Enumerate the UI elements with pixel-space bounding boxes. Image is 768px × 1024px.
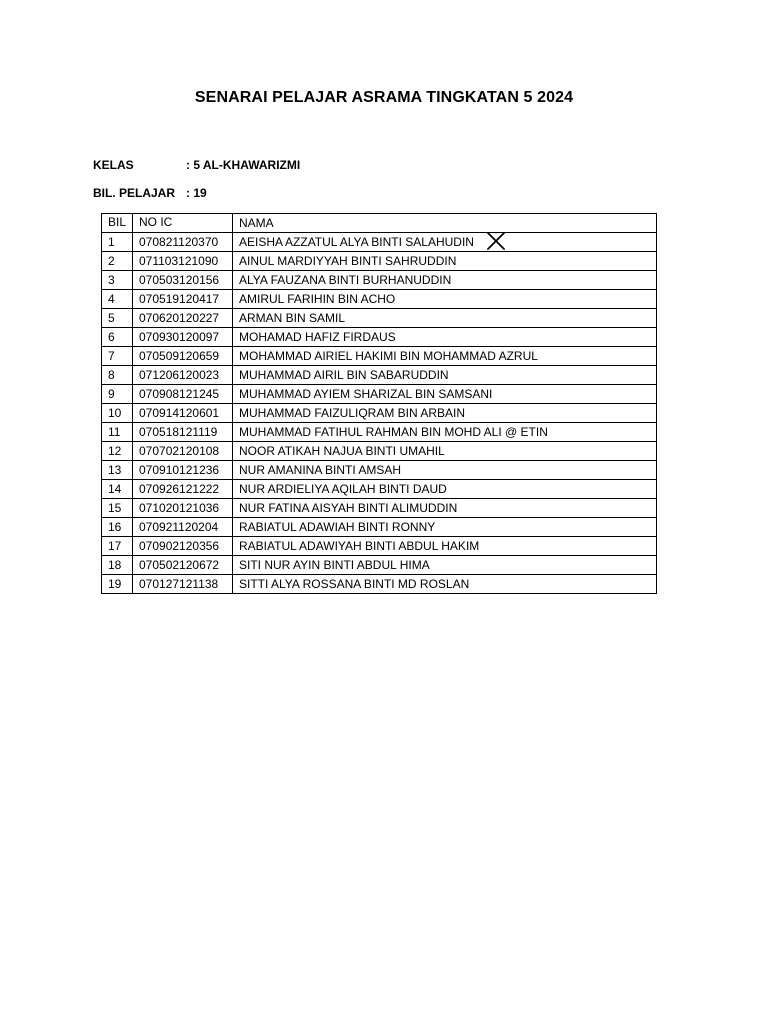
header-no-ic: NO IC — [133, 214, 233, 233]
student-table — [101, 213, 657, 594]
cell-no-ic: 070503120156 — [133, 271, 233, 290]
header-bil: BIL — [102, 214, 133, 233]
cell-bil: 13 — [102, 461, 133, 480]
cell-no-ic: 070509120659 — [133, 347, 233, 366]
table-row — [102, 271, 657, 290]
cell-bil: 3 — [102, 271, 133, 290]
cell-no-ic: 070910121236 — [133, 461, 233, 480]
cell-no-ic: 070821120370 — [133, 233, 233, 252]
cell-bil: 19 — [102, 575, 133, 594]
cell-no-ic: 070902120356 — [133, 537, 233, 556]
cell-nama: MOHAMMAD AIRIEL HAKIMI BIN MOHAMMAD AZRUL — [233, 347, 657, 366]
table-row — [102, 366, 657, 385]
bil-pelajar-label: BIL. PELAJAR — [93, 186, 176, 200]
cell-no-ic: 070518121119 — [133, 423, 233, 442]
cell-no-ic: 070127121138 — [133, 575, 233, 594]
kelas-row — [93, 158, 300, 172]
cell-bil: 12 — [102, 442, 133, 461]
cell-nama: ARMAN BIN SAMIL — [233, 309, 657, 328]
table-row — [102, 252, 657, 271]
table-row — [102, 385, 657, 404]
cell-no-ic: 070502120672 — [133, 556, 233, 575]
cell-no-ic: 070926121222 — [133, 480, 233, 499]
cell-bil: 10 — [102, 404, 133, 423]
table-row — [102, 499, 657, 518]
table-row — [102, 233, 657, 252]
table-row — [102, 347, 657, 366]
cell-bil: 17 — [102, 537, 133, 556]
table-row — [102, 537, 657, 556]
cell-nama: RABIATUL ADAWIYAH BINTI ABDUL HAKIM — [233, 537, 657, 556]
cell-nama: AMIRUL FARIHIN BIN ACHO — [233, 290, 657, 309]
cell-no-ic: 071103121090 — [133, 252, 233, 271]
table-row — [102, 461, 657, 480]
cell-no-ic: 070519120417 — [133, 290, 233, 309]
cell-bil: 5 — [102, 309, 133, 328]
cell-bil: 7 — [102, 347, 133, 366]
table-row — [102, 423, 657, 442]
header-nama: NAMA — [233, 214, 657, 233]
table-row — [102, 556, 657, 575]
cell-bil: 1 — [102, 233, 133, 252]
cell-bil: 16 — [102, 518, 133, 537]
table-row — [102, 518, 657, 537]
cell-nama: MUHAMMAD FATIHUL RAHMAN BIN MOHD ALI @ ETIN — [233, 423, 657, 442]
cell-bil: 15 — [102, 499, 133, 518]
cell-no-ic: 070908121245 — [133, 385, 233, 404]
cell-bil: 18 — [102, 556, 133, 575]
cell-bil: 14 — [102, 480, 133, 499]
cell-nama: NUR FATINA AISYAH BINTI ALIMUDDIN — [233, 499, 657, 518]
kelas-value: : 5 AL-KHAWARIZMI — [186, 158, 301, 172]
cell-nama: NOOR ATIKAH NAJUA BINTI UMAHIL — [233, 442, 657, 461]
cell-bil: 2 — [102, 252, 133, 271]
cell-nama: NUR ARDIELIYA AQILAH BINTI DAUD — [233, 480, 657, 499]
cell-no-ic: 070702120108 — [133, 442, 233, 461]
cell-nama: NUR AMANINA BINTI AMSAH — [233, 461, 657, 480]
cell-no-ic: 070914120601 — [133, 404, 233, 423]
table-body — [102, 233, 657, 594]
cell-nama: RABIATUL ADAWIAH BINTI RONNY — [233, 518, 657, 537]
table-row — [102, 328, 657, 347]
cell-no-ic: 070620120227 — [133, 309, 233, 328]
table-row — [102, 575, 657, 594]
cell-bil: 4 — [102, 290, 133, 309]
cell-bil: 9 — [102, 385, 133, 404]
cell-nama: MUHAMMAD AYIEM SHARIZAL BIN SAMSANI — [233, 385, 657, 404]
cell-nama: MUHAMMAD AIRIL BIN SABARUDDIN — [233, 366, 657, 385]
table-row — [102, 290, 657, 309]
cell-nama: MOHAMAD HAFIZ FIRDAUS — [233, 328, 657, 347]
kelas-label: KELAS — [93, 158, 134, 172]
cell-bil: 6 — [102, 328, 133, 347]
cell-bil: 11 — [102, 423, 133, 442]
cell-no-ic: 071020121036 — [133, 499, 233, 518]
table-row — [102, 442, 657, 461]
page-title: SENARAI PELAJAR ASRAMA TINGKATAN 5 2024 — [194, 89, 574, 106]
cell-bil: 8 — [102, 366, 133, 385]
bil-pelajar-value: : 19 — [186, 186, 207, 200]
cross-mark-icon — [486, 232, 506, 250]
cell-nama: SITI NUR AYIN BINTI ABDUL HIMA — [233, 556, 657, 575]
table-row — [102, 404, 657, 423]
bil-pelajar-row — [93, 186, 207, 200]
cell-no-ic: 070930120097 — [133, 328, 233, 347]
cell-nama: ALYA FAUZANA BINTI BURHANUDDIN — [233, 271, 657, 290]
cell-nama: AEISHA AZZATUL ALYA BINTI SALAHUDIN — [233, 233, 657, 252]
cell-no-ic: 070921120204 — [133, 518, 233, 537]
cell-nama: MUHAMMAD FAIZULIQRAM BIN ARBAIN — [233, 404, 657, 423]
cell-nama: SITTI ALYA ROSSANA BINTI MD ROSLAN — [233, 575, 657, 594]
table-row — [102, 480, 657, 499]
table-row — [102, 309, 657, 328]
cell-no-ic: 071206120023 — [133, 366, 233, 385]
cell-nama: AINUL MARDIYYAH BINTI SAHRUDDIN — [233, 252, 657, 271]
table-header-row — [102, 214, 657, 233]
